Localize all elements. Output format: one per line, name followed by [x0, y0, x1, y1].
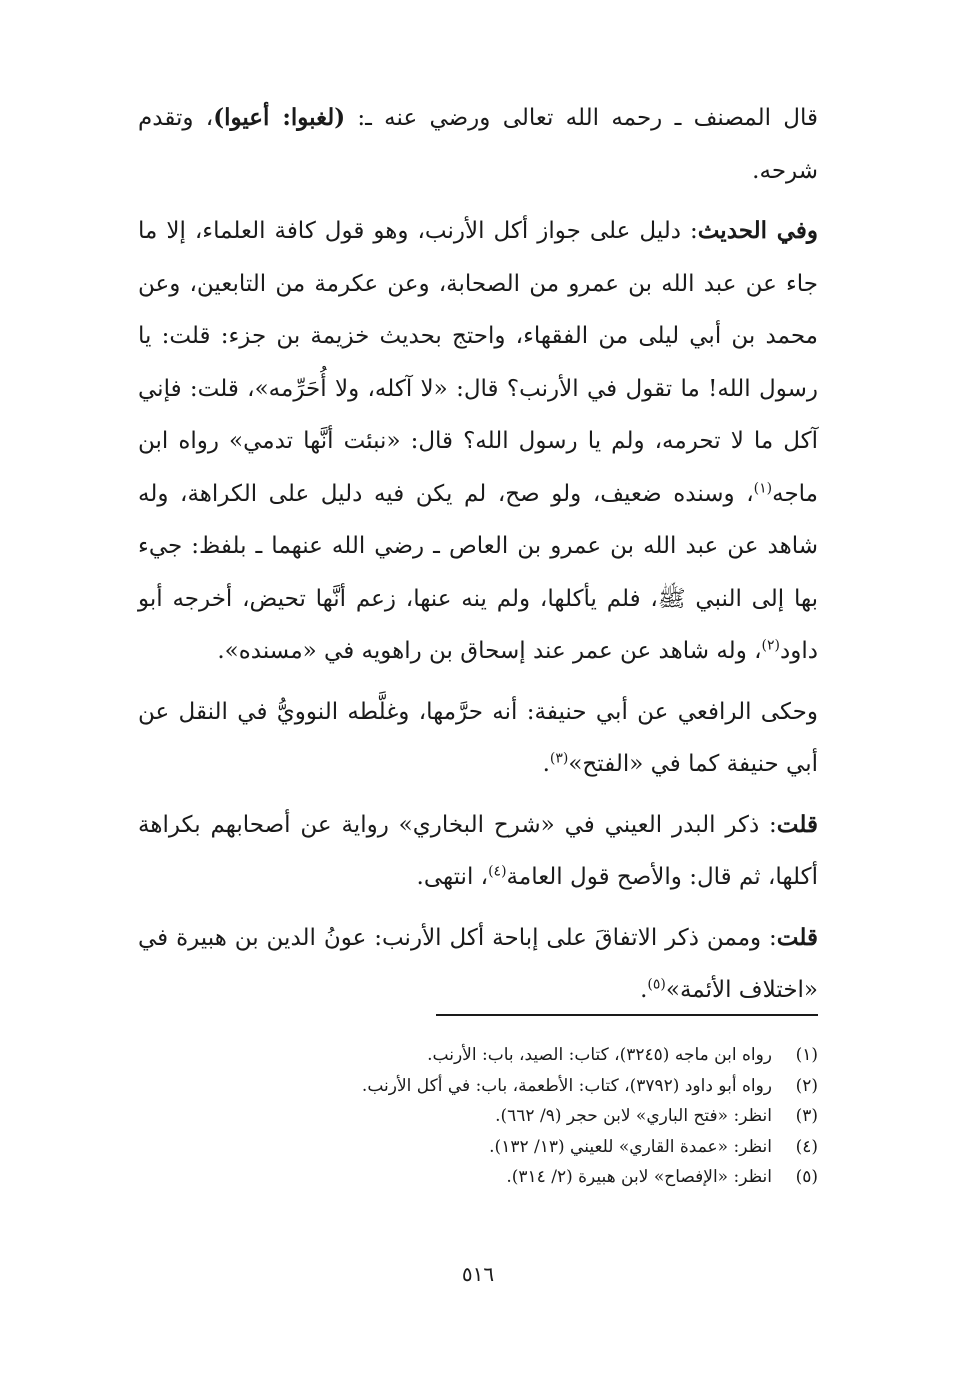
- footnote-item: [138, 1101, 818, 1132]
- paragraph-lead: قلت: [776, 923, 818, 951]
- paragraph: [138, 799, 818, 904]
- text-run: ، وله شاهد عن عمر عند إسحاق بن راهويه في «مسنده».: [217, 638, 762, 664]
- paragraph: [138, 92, 818, 197]
- footnote-separator: [436, 1014, 818, 1016]
- footnote-item: [138, 1162, 818, 1193]
- text-run: وحكى الرافعي عن أبي حنيفة: أنه حرَّمها، وغلَّطه النوويُّ في النقل عن أبي حنيفة كما في «الفتح»: [138, 698, 818, 777]
- footnote-ref: (٢): [761, 637, 781, 654]
- text-run: ، وتقدم شرحه.: [138, 105, 818, 184]
- footnote-text: انظر: «عمدة القاري» للعيني (١٣/ ١٣٢).: [489, 1136, 772, 1157]
- footnote-number: (٥): [795, 1167, 818, 1187]
- footnote-number: (٤): [795, 1136, 818, 1157]
- footnote-item: [138, 1071, 818, 1102]
- footnote-number: (١): [795, 1045, 818, 1065]
- footnote-number: (٢): [795, 1075, 818, 1096]
- footnote-text: انظر: «فتح الباري» لابن حجر (٩/ ٦٦٢).: [495, 1106, 772, 1126]
- text-run: ، انتهى.: [416, 864, 489, 890]
- page-number: ٥١٦: [461, 1262, 495, 1286]
- footnote-ref: (٣): [549, 750, 569, 767]
- footnote-ref: (٥): [647, 976, 666, 993]
- footnote-text: رواه أبو داود (٣٧٩٢)، كتاب: الأطعمة، باب: في أكل الأرنب.: [361, 1075, 772, 1096]
- highlighted-phrase: (لغبوا: أعيوا): [213, 104, 346, 131]
- paragraph-lead: قلت: [776, 810, 818, 838]
- paragraph: [138, 912, 818, 1017]
- text-run: : دليل على جواز أكل الأرنب، وهو قول كافة العلماء، إلا ما جاء عن عبد الله بن عمرو من الصحابة، وعن عكرمة من التابعين، وعن محمد بن أبي ليلى من الفقهاء، واحتج بحديث خزيمة بن جزء: قلت: يا رسول الله! ما تقول في الأرنب؟ قال: «لا آكله، ولا أُحَرِّمه»، قلت: فإني آكل ما لا تحرمه، ولم يا رسول الله؟ قال: «نبئت أنَّها تدمي» رواه ابن ماجه: [138, 218, 818, 507]
- footnote-ref: (١): [753, 479, 773, 496]
- text-run: قال المصنف ـ رحمه الله تعالى ورضي عنه ـ:: [345, 105, 819, 131]
- paragraph: [138, 686, 818, 791]
- text-run: .: [542, 751, 550, 777]
- text-run: : وممن ذكر الاتفاقَ على إباحة أكل الأرنب: عونُ الدين بن هبيرة في «اختلاف الأئمة»: [138, 924, 818, 1003]
- footnote-number: (٣): [795, 1106, 818, 1126]
- footnotes: [138, 1040, 818, 1193]
- footnote-text: رواه ابن ماجه (٣٢٤٥)، كتاب: الصيد، باب: الأرنب.: [427, 1045, 772, 1065]
- text-run: : ذكر البدر العيني في «شرح البخاري» رواية عن أصحابهم بكراهة أكلها، ثم قال: والأصح قول العامة: [138, 811, 818, 890]
- footnote-item: [138, 1132, 818, 1163]
- footnote-ref: (٤): [488, 863, 507, 880]
- footnote-text: انظر: «الإفصاح» لابن هبيرة (٢/ ٣١٤).: [506, 1167, 772, 1187]
- footnote-item: [138, 1040, 818, 1071]
- text-run: ، وسنده ضعيف، ولو صح، لم يكن فيه دليل على الكراهة، وله شاهد عن عبد الله بن عمرو بن العاص ـ رضي الله عنهما ـ بلفظ: جيء بها إلى النبي ﷺ، فلم يأكلها، ولم ينه عنها، زعم أنَّها تحيض، أخرجه أبو داود: [138, 480, 818, 664]
- main-text: [138, 92, 818, 1025]
- paragraph-lead: وفي الحديث: [697, 217, 818, 244]
- paragraph: [138, 205, 818, 678]
- text-run: .: [640, 977, 648, 1003]
